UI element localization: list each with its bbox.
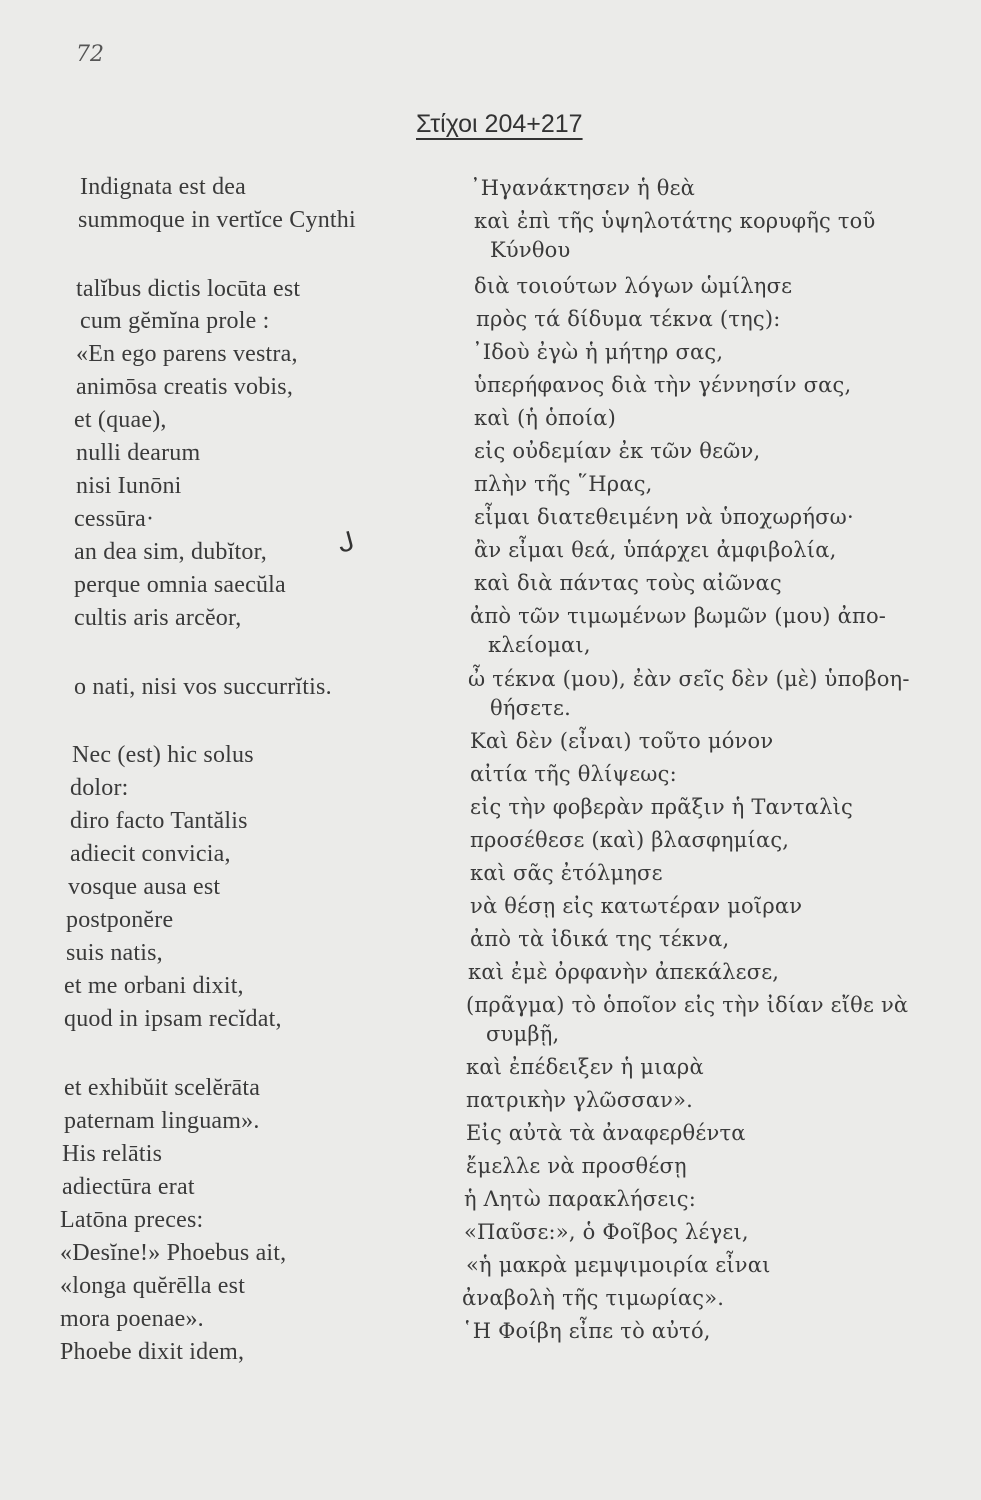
latin-line: an dea sim, dubĭtor,	[74, 539, 267, 565]
greek-line: Κύνθου	[490, 238, 571, 262]
greek-line: καὶ σᾶς ἐτόλμησε	[470, 861, 663, 885]
latin-line: suis natis,	[66, 940, 163, 966]
latin-line: o nati, nisi vos succurrĭtis.	[74, 674, 332, 700]
greek-line: καὶ ἐπὶ τῆς ὑψηλοτάτης κορυφῆς τοῦ	[474, 209, 876, 233]
latin-line: diro facto Tantălis	[70, 808, 248, 834]
greek-line: ἂν εἶμαι θεά, ὑπάρχει ἀμφιβολία,	[474, 538, 837, 562]
greek-line: καὶ ἐμὲ ὀρφανὴν ἀπεκάλεσε,	[468, 960, 780, 984]
latin-line: quod in ipsam recĭdat,	[64, 1006, 282, 1032]
greek-line: ὑπερήφανος διὰ τὴν γέννησίν σας,	[474, 373, 852, 397]
latin-line: «En ego parens vestra,	[76, 341, 298, 367]
greek-line: εἰς οὐδεμίαν ἐκ τῶν θεῶν,	[474, 439, 761, 463]
latin-line: talĭbus dictis locūta est	[76, 276, 301, 302]
greek-line: ᾿Ηγανάκτησεν ἡ θεὰ	[470, 176, 696, 200]
latin-line: nisi Iunōni	[76, 473, 182, 499]
latin-line: «longa quĕrēlla est	[60, 1273, 246, 1299]
greek-line: Εἰς αὐτὰ τὰ ἀναφερθέντα	[466, 1121, 746, 1145]
latin-line: cessūra·	[74, 506, 155, 532]
latin-line: Phoebe dixit idem,	[60, 1339, 245, 1365]
latin-line: et exhibŭit scelĕrāta	[64, 1075, 261, 1101]
greek-line: «ἡ μακρὰ μεμψιμοιρία εἶναι	[466, 1253, 771, 1277]
greek-line: κλείομαι,	[488, 633, 591, 657]
latin-line: His relātis	[62, 1141, 163, 1167]
latin-line: nulli dearum	[76, 440, 201, 466]
latin-line: adiecit convicia,	[70, 841, 231, 867]
page-heading: Στίχοι 204+217	[416, 110, 583, 138]
page-number: 72	[76, 42, 104, 67]
latin-line: postponĕre	[66, 907, 174, 933]
greek-line: θήσετε.	[490, 696, 572, 720]
latin-line: et me orbani dixit,	[64, 973, 244, 999]
handwritten-check-mark: ᒍ	[334, 526, 358, 560]
greek-line: νὰ θέσῃ εἰς κατωτέραν μοῖραν	[470, 894, 803, 918]
latin-line: paternam linguam».	[64, 1108, 260, 1134]
latin-line: dolor:	[70, 775, 129, 801]
greek-line: καὶ (ἡ ὁποία)	[474, 406, 616, 430]
greek-line: ἀπὸ τὰ ἰδικά της τέκνα,	[470, 927, 730, 951]
greek-line: Καὶ δὲν (εἶναι) τοῦτο μόνον	[470, 729, 774, 753]
latin-line: Nec (est) hic solus	[72, 742, 254, 768]
greek-line: ἔμελλε νὰ προσθέσῃ	[466, 1154, 687, 1178]
latin-line: mora poenae».	[60, 1306, 204, 1332]
greek-line: εἰς τὴν φοβερὰν πρᾶξιν ἡ Τανταλὶς	[470, 795, 854, 819]
latin-line: adiectūra erat	[62, 1174, 195, 1200]
latin-line: summoque in vertĭce Cynthi	[78, 207, 356, 233]
greek-line: πατρικὴν γλῶσσαν».	[466, 1088, 694, 1112]
greek-line: ἡ Λητὼ παρακλήσεις:	[464, 1187, 697, 1211]
greek-line: εἶμαι διατεθειμένη νὰ ὑποχωρήσω·	[474, 505, 854, 529]
greek-line: ἀναβολὴ τῆς τιμωρίας».	[462, 1286, 725, 1310]
latin-line: Indignata est dea	[80, 174, 246, 200]
greek-line: «Παῦσε:», ὁ Φοῖβος λέγει,	[464, 1220, 749, 1244]
greek-line: προσέθεσε (καὶ) βλασφημίας,	[470, 828, 790, 852]
latin-line: cultis aris arcĕor,	[74, 605, 242, 631]
latin-line: vosque ausa est	[68, 874, 221, 900]
latin-line: cum gĕmĭna prole :	[80, 308, 270, 334]
greek-line: (πρᾶγμα) τὸ ὁποῖον εἰς τὴν ἰδίαν εἴθε νὰ	[466, 993, 909, 1017]
greek-line: αἰτία τῆς θλίψεως:	[470, 762, 677, 786]
greek-line: ῾Η Φοίβη εἶπε τὸ αὐτό,	[462, 1319, 711, 1343]
latin-line: animōsa creatis vobis,	[76, 374, 294, 400]
greek-line: ὦ τέκνα (μου), ἐὰν σεῖς δὲν (μὲ) ὑποβοη-	[468, 667, 910, 691]
greek-line: συμβῇ,	[486, 1022, 560, 1046]
latin-line: Latōna preces:	[60, 1207, 204, 1233]
greek-line: διὰ τοιούτων λόγων ὡμίλησε	[474, 274, 793, 298]
greek-line: πρὸς τά δίδυμα τέκνα (της):	[476, 307, 781, 331]
greek-line: ᾿Ιδοὺ ἐγὼ ἡ μήτηρ σας,	[472, 340, 724, 364]
greek-line: καὶ ἐπέδειξεν ἡ μιαρὰ	[466, 1055, 704, 1079]
latin-line: perque omnia saecŭla	[74, 572, 286, 598]
greek-line: πλὴν τῆς ῞Ηρας,	[474, 472, 653, 496]
latin-line: et (quae),	[74, 407, 167, 433]
greek-line: καὶ διὰ πάντας τοὺς αἰῶνας	[474, 571, 782, 595]
greek-line: ἀπὸ τῶν τιμωμένων βωμῶν (μου) ἀπο-	[470, 604, 887, 628]
latin-line: «Desĭne!» Phoebus ait,	[60, 1240, 287, 1266]
